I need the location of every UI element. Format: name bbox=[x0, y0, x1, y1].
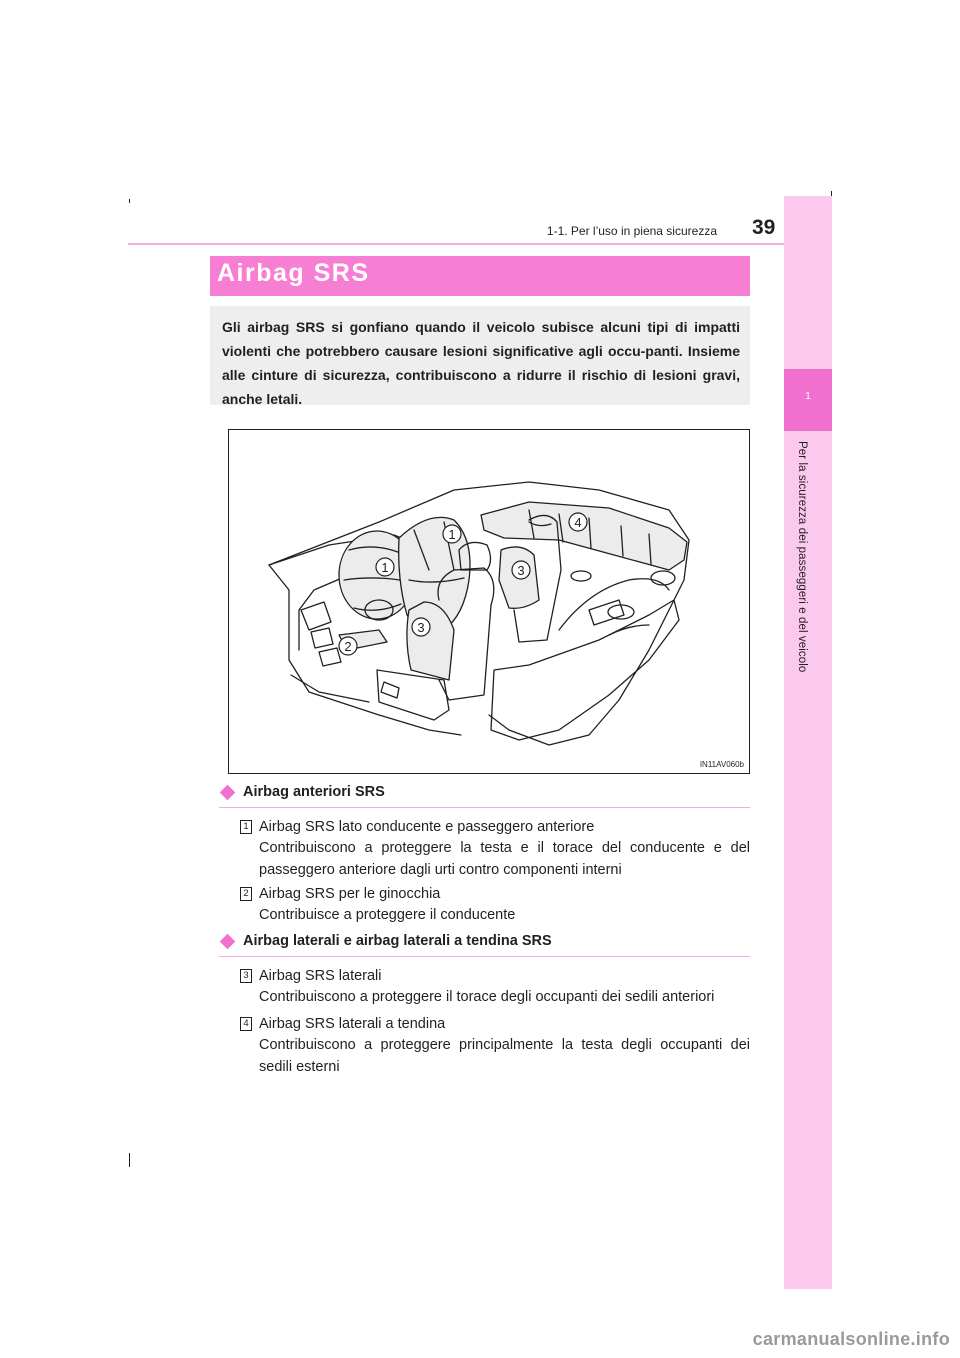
intro-text: Gli airbag SRS si gonfiano quando il veicolo subisce alcuni tipi di impatti violenti che potrebbero causare lesioni significative agli occu-panti. Insieme alle cinture di sicurezza, contribuiscono a ridurre il rischio di lesioni gravi, anche letali. bbox=[222, 319, 740, 407]
item-description: Contribuiscono a proteggere principalmente la testa degli occupanti dei sedili esterni bbox=[259, 1037, 750, 1075]
callout-label: 1 bbox=[381, 560, 389, 575]
diamond-bullet-icon bbox=[220, 785, 236, 801]
section-heading bbox=[219, 784, 750, 808]
intro-box bbox=[210, 306, 750, 405]
page-number: 39 bbox=[752, 216, 776, 239]
item-number: 2 bbox=[240, 887, 252, 901]
diamond-bullet-icon bbox=[220, 934, 236, 950]
item-description: Contribuiscono a proteggere la testa e il torace del conducente e del passeggero anteriore dagli urti contro componenti interni bbox=[259, 840, 750, 878]
airbag-illustration bbox=[228, 429, 750, 774]
car-interior-drawing bbox=[229, 430, 751, 775]
crop-mark bbox=[129, 1153, 130, 1167]
item-name: Airbag SRS laterali bbox=[259, 968, 382, 984]
crop-mark bbox=[129, 199, 130, 203]
chapter-strip bbox=[784, 196, 832, 1289]
chapter-title: Per la sicurezza dei passeggeri e del veicolo bbox=[796, 441, 808, 673]
section-heading bbox=[219, 933, 750, 957]
callout-label: 3 bbox=[417, 620, 425, 635]
list-item bbox=[240, 883, 750, 927]
page-title: Airbag SRS bbox=[217, 259, 370, 287]
item-name: Airbag SRS lato conducente e passeggero anteriore bbox=[259, 819, 595, 835]
item-number: 1 bbox=[240, 820, 252, 834]
callout-label: 1 bbox=[448, 527, 456, 542]
callout-label: 2 bbox=[344, 639, 352, 654]
list-item bbox=[240, 1013, 750, 1075]
item-number: 3 bbox=[240, 969, 252, 983]
figure-code: IN11AV060b bbox=[699, 760, 744, 769]
callout-label: 4 bbox=[574, 515, 582, 530]
list-item bbox=[240, 816, 750, 878]
chapter-number: 1 bbox=[805, 391, 811, 402]
list-item bbox=[240, 965, 750, 1009]
item-name: Airbag SRS per le ginocchia bbox=[259, 886, 441, 902]
item-name: Airbag SRS laterali a tendina bbox=[259, 1016, 446, 1032]
section-title: Airbag anteriori SRS bbox=[243, 784, 385, 800]
running-header: 1-1. Per l’uso in piena sicurezza bbox=[546, 224, 717, 238]
callout-label: 3 bbox=[517, 563, 525, 578]
item-description: Contribuiscono a proteggere il torace degli occupanti dei sedili anteriori bbox=[259, 989, 715, 1005]
section-title: Airbag laterali e airbag laterali a tendina SRS bbox=[243, 933, 552, 949]
item-description: Contribuisce a proteggere il conducente bbox=[259, 907, 516, 923]
item-number: 4 bbox=[240, 1017, 252, 1031]
header-rule bbox=[128, 243, 832, 245]
watermark: carmanualsonline.info bbox=[752, 1329, 950, 1349]
